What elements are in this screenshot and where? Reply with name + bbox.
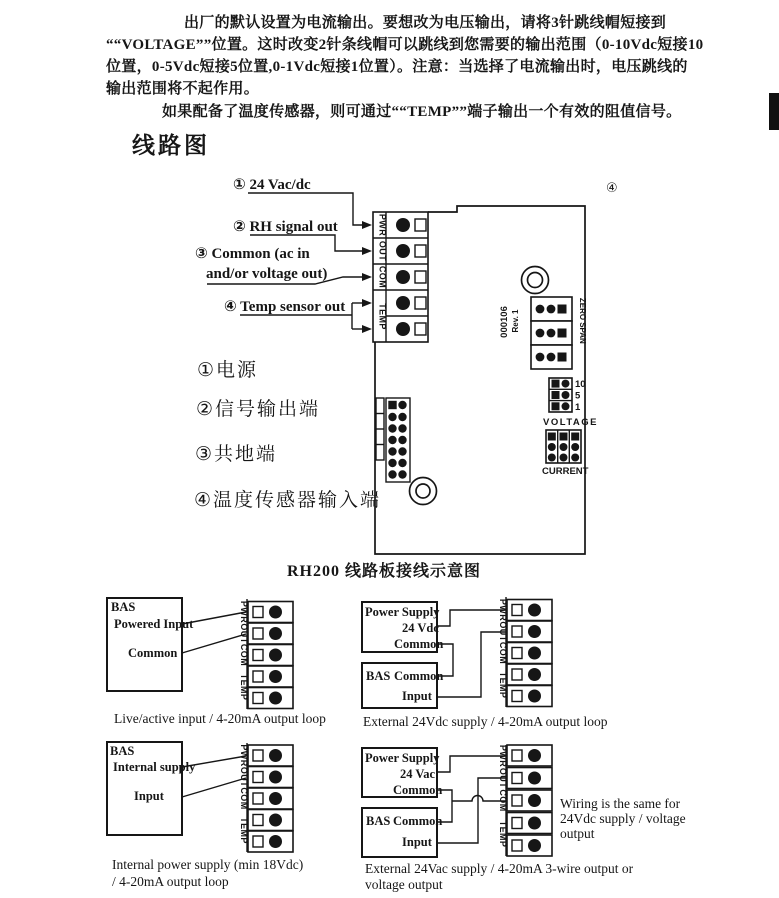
bas-box-line1: Powered Input (114, 617, 194, 631)
terminal-label-temp: TEMP (498, 671, 508, 699)
wire (437, 756, 506, 772)
terminal-label-pwr: PWR (498, 744, 508, 768)
bas-line1: Common (394, 669, 444, 683)
supply-title: Power Supply (365, 605, 440, 619)
terminal-label-com: COM (377, 265, 388, 289)
mounting-hole-bottom (410, 478, 437, 505)
terminal-label-com: COM (239, 643, 249, 667)
sub-caption: External 24Vdc supply / 4-20mA output loop (363, 714, 608, 729)
terminal-row (248, 602, 293, 623)
terminal-row (248, 810, 293, 831)
terminal-label-temp: TEMP (498, 820, 508, 848)
terminal-row (507, 813, 552, 834)
terminal-row (507, 600, 552, 621)
callout-temp-sensor-out: ④ Temp sensor out (224, 299, 346, 315)
wire (437, 778, 506, 843)
legend-common-ground: ③共地端 (195, 444, 278, 465)
legend-temp-sensor-input: ④温度传感器输入端 (194, 490, 382, 511)
wiring-note-line3: output (560, 826, 595, 841)
part-number: 000106 (499, 306, 510, 338)
terminal-label-com: COM (239, 787, 249, 810)
wire (437, 610, 506, 626)
terminal-label-temp: TEMP (377, 303, 388, 330)
legend-power: ①电源 (197, 360, 259, 381)
bas-box-line1: Internal supply (113, 760, 196, 774)
terminal-label-pwr: PWR (498, 598, 508, 622)
terminal-row (507, 621, 552, 642)
sub-diagram-external-24vac (362, 745, 686, 892)
bas-line2: Input (402, 835, 432, 849)
spare-jumper-block (531, 345, 572, 369)
terminal-label-out: OUT (498, 767, 508, 789)
terminal-row (248, 623, 293, 644)
terminal-row (248, 788, 293, 809)
intro-line: 如果配备了温度传感器，则可通过““TEMP””端子输出一个有效的阻值信号。 (162, 104, 682, 120)
terminal-row (248, 831, 293, 852)
span-label: SPAN (578, 322, 587, 344)
terminal-label-out: OUT (239, 766, 249, 788)
main-terminal-block (373, 212, 428, 342)
supply-line2: Common (394, 637, 444, 651)
sub-diagram-external-24vdc (362, 597, 608, 729)
terminal-label-out: OUT (498, 621, 508, 642)
voltage-pin-1: 1 (575, 402, 581, 413)
terminal-row (507, 790, 552, 811)
section-heading: 线路图 (132, 133, 210, 158)
intro-line: 位置，0-5Vdc短接5位置,0-1Vdc短接1位置）。注意：当选择了电流输出时，电压跳线的 (106, 59, 688, 75)
sub-caption-line1: Internal power supply (min 18Vdc) (112, 857, 304, 872)
wire (437, 632, 506, 697)
callout-rh-signal-out: ② RH signal out (233, 219, 338, 235)
terminal-row (248, 745, 293, 766)
terminal-row (507, 664, 552, 685)
terminal-label-temp: TEMP (239, 673, 249, 701)
wire (182, 778, 246, 797)
terminal-row (248, 645, 293, 666)
voltage-pin-5: 5 (575, 390, 581, 402)
span-jumper-block (531, 321, 572, 345)
callout-common-line2: and/or voltage out) (206, 266, 328, 282)
intro-line: 出厂的默认设置为电流输出。要想改为电压输出，请将3针跳线帽短接到 (184, 15, 667, 31)
revision: Rev. 1 (511, 309, 520, 333)
callout-24vacdc: ① 24 Vac/dc (233, 177, 311, 193)
terminal-row (507, 768, 552, 789)
supply-title: Power Supply (365, 751, 440, 765)
voltage-pin-10: 10 (575, 379, 586, 390)
wire (182, 634, 246, 653)
bas-line1: Common (393, 814, 443, 828)
corner-reference: ④ (606, 180, 618, 195)
voltage-jumper-selector (543, 378, 598, 428)
main-diagram-caption: RH200 线路板接线示意图 (287, 563, 482, 580)
supply-line1: 24 Vac (400, 767, 436, 781)
terminal-label-out: OUT (377, 240, 388, 262)
bas-line2: Input (402, 689, 432, 703)
sub-diagram-internal-supply (107, 742, 303, 889)
wiring-note-line2: 24Vdc supply / voltage (560, 811, 686, 826)
terminal-row (507, 835, 552, 856)
terminal-label-pwr: PWR (239, 744, 249, 767)
current-jumper-selector (542, 430, 589, 477)
terminal-row (507, 686, 552, 707)
current-label: CURRENT (542, 466, 589, 477)
sub-caption-line1: External 24Vac supply / 4-20mA 3-wire output or (365, 861, 634, 876)
pin-header (376, 398, 410, 482)
terminal-label-com: COM (498, 641, 508, 665)
terminal-label-temp: TEMP (239, 817, 249, 844)
bas-box-title: BAS (111, 600, 136, 614)
terminal-label-com: COM (498, 789, 508, 812)
wiring-note-line1: Wiring is the same for (560, 796, 681, 811)
supply-line1: 24 Vdc (402, 621, 439, 635)
terminal-label-pwr: PWR (239, 600, 249, 624)
sub-caption: Live/active input / 4-20mA output loop (114, 711, 326, 726)
intro-line: ““VOLTAGE””位置。这时改变2针条线帽可以跳线到您需要的输出范围（0-10Vdc短接10 (106, 37, 704, 53)
bas-title: BAS (366, 814, 391, 828)
bas-title: BAS (366, 669, 391, 683)
sub-caption-line2: voltage output (365, 877, 443, 892)
supply-line2: Common (393, 783, 443, 797)
intro-line: 输出范围将不起作用。 (106, 81, 260, 97)
bas-box-line2: Common (128, 646, 178, 660)
main-wiring-diagram (194, 177, 618, 554)
voltage-label: VOLTAGE (543, 417, 599, 428)
zero-jumper-block (531, 297, 572, 321)
sub-caption-line2: / 4-20mA output loop (112, 874, 229, 889)
calibration-jumpers (531, 297, 587, 369)
zero-label: ZERO (578, 297, 587, 321)
mounting-hole-top (522, 267, 549, 294)
terminal-row (248, 688, 293, 709)
wire-with-jump (452, 796, 506, 802)
sub-diagram-live-active (107, 598, 326, 726)
terminal-row (507, 745, 552, 766)
callout-common-line1: ③ Common (ac in (195, 246, 310, 262)
terminal-row (507, 643, 552, 664)
terminal-row (248, 666, 293, 687)
terminal-label-out: OUT (239, 623, 249, 644)
bas-box-title: BAS (110, 744, 135, 758)
terminal-row (248, 767, 293, 788)
bas-box-line2: Input (134, 789, 164, 803)
legend-signal-output: ②信号输出端 (196, 399, 321, 420)
terminal-label-pwr: PWR (377, 213, 388, 237)
